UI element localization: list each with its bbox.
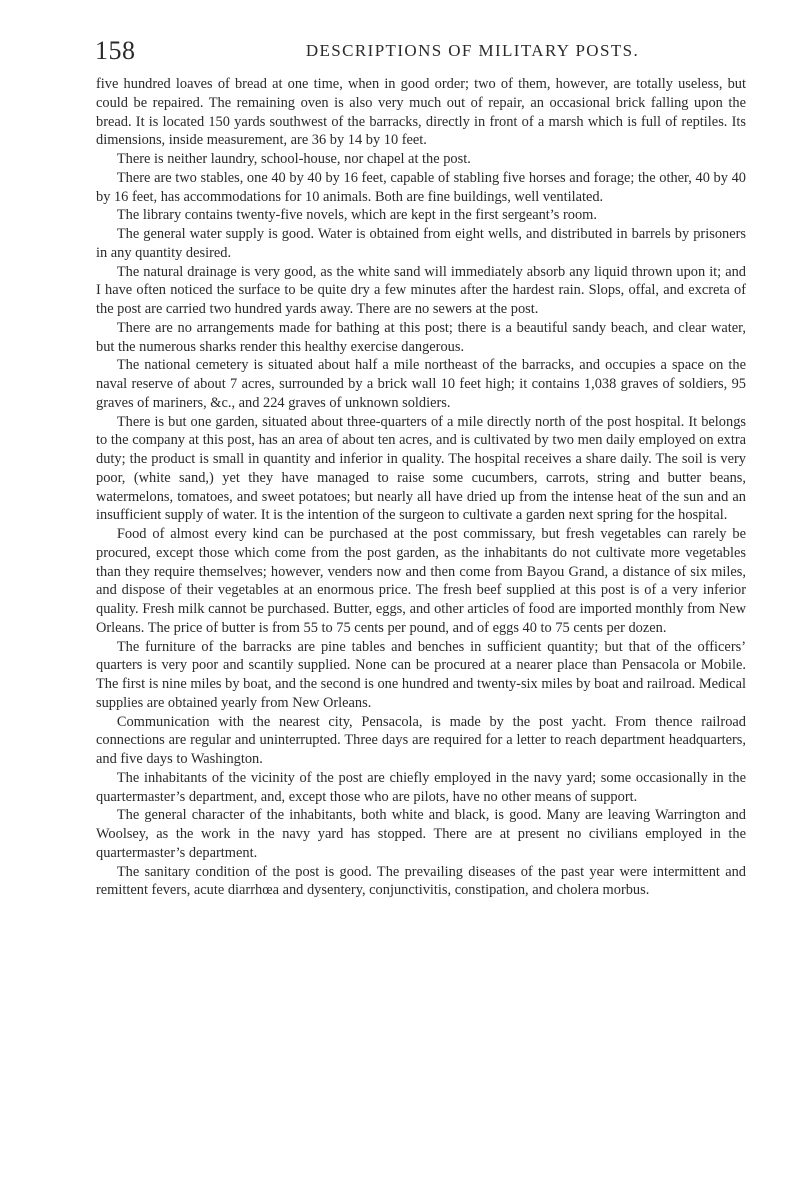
paragraph: There is neither laundry, school-house, nor chapel at the post. <box>116 151 471 167</box>
paragraph: There are no arrangements made for bathing at this post; there is a beautiful sandy beach, and clear water, but the numerous sharks render this healthy exercise dangerous. <box>96 319 746 355</box>
page-number: 158 <box>95 36 136 65</box>
paragraph: The natural drainage is very good, as the white sand will immediately absorb any liquid thrown upon it; and I have often noticed the surface to be quite dry a few minutes after the hardest rain. Slops, offal, and excreta of the post are carried two hundred yards away. There are no sewers at the post. <box>96 263 746 317</box>
page-header <box>95 32 745 72</box>
paragraph: The library contains twenty-five novels, which are kept in the first sergeant’s room. <box>116 207 597 224</box>
paragraph: The general water supply is good. Water is obtained from eight wells, and distributed in barrels by prisoners in any quantity desired. <box>96 226 746 261</box>
paragraph: There are two stables, one 40 by 40 by 16 feet, capable of stabling five horses and forage; the other, 40 by 40 by 16 feet, has accommodations for 10 animals. Both are fine buildings, well ventilated. <box>96 169 746 205</box>
paragraph: The furniture of the barracks are pine tables and benches in sufficient quantity; but that of the officers’ quarters is very poor and scantily supplied. None can be procured at a nearer place than Pensacola or Mobile. The first is nine miles by boat, and the second is one hundred and twenty-six miles by boat and railroad. Medical supplies are obtained yearly from New Orleans. <box>96 638 746 711</box>
body-text <box>96 75 746 900</box>
running-head: DESCRIPTIONS OF MILITARY POSTS. <box>305 41 640 60</box>
paragraph: Food of almost every kind can be purchased at the post commissary, but fresh vegetables can rarely be procured, except those which come from the post garden, as the inhabitants do not cultivate more vegetables than they require themselves; however, venders now and then come from Bayou Grand, a distance of six miles, and dispose of their vegetables at an enormous price. The fresh beef supplied at this post is of a very inferior quality. Fresh milk cannot be purchased. Butter, eggs, and other articles of food are imported monthly from New Orleans. The price of butter is from 55 to 75 cents per pound, and of eggs 40 to 75 cents per dozen. <box>96 526 746 636</box>
paragraph: The sanitary condition of the post is good. The prevailing diseases of the past year were intermittent and remittent fevers, acute diarrhœa and dysentery, conjunctivitis, constipation, and cholera morbus. <box>96 863 746 899</box>
paragraph: Communication with the nearest city, Pensacola, is made by the post yacht. From thence railroad connections are regular and uninterrupted. Three days are required for a letter to reach department headquarters, and five days to Washington. <box>96 713 746 767</box>
paragraph: The general character of the inhabitants, both white and black, is good. Many are leaving Warrington and Woolsey, as the work in the navy yard has stopped. There are at present no civilians employed in the quartermaster’s department. <box>96 807 746 861</box>
paragraph: five hundred loaves of bread at one time, when in good order; two of them, however, are totally useless, but could be repaired. The remaining oven is also very much out of repair, an occasional brick falling upon the bread. It is located 150 yards southwest of the barracks, directly in front of a marsh which is full of reptiles. Its dimensions, inside measurement, are 36 by 14 by 10 feet. <box>96 76 746 149</box>
paragraph: There is but one garden, situated about three-quarters of a mile directly north of the post hospital. It belongs to the company at this post, has an area of about ten acres, and is cultivated by two men daily employed on extra duty; the product is small in quantity and inferior in quality. The hospital receives a share daily. The soil is very poor, (white sand,) yet they have managed to raise some cucumbers, carrots, string and butter beans, watermelons, tomatoes, and sweet potatoes; but nearly all have dried up from the intense heat of the sun and an insufficient supply of water. It is the intention of the surgeon to cultivate a garden next spring for the hospital. <box>96 413 746 524</box>
paragraph: The inhabitants of the vicinity of the post are chiefly employed in the navy yard; some occasionally in the quartermaster’s department, and, except those who are pilots, have no other means of support. <box>96 769 746 805</box>
paragraph: The national cemetery is situated about half a mile northeast of the barracks, and occupies a space on the naval reserve of about 7 acres, surrounded by a brick wall 10 feet high; it contains 1,038 graves of soldiers, 95 graves of mariners, &c., and 224 graves of unknown soldiers. <box>96 357 746 411</box>
